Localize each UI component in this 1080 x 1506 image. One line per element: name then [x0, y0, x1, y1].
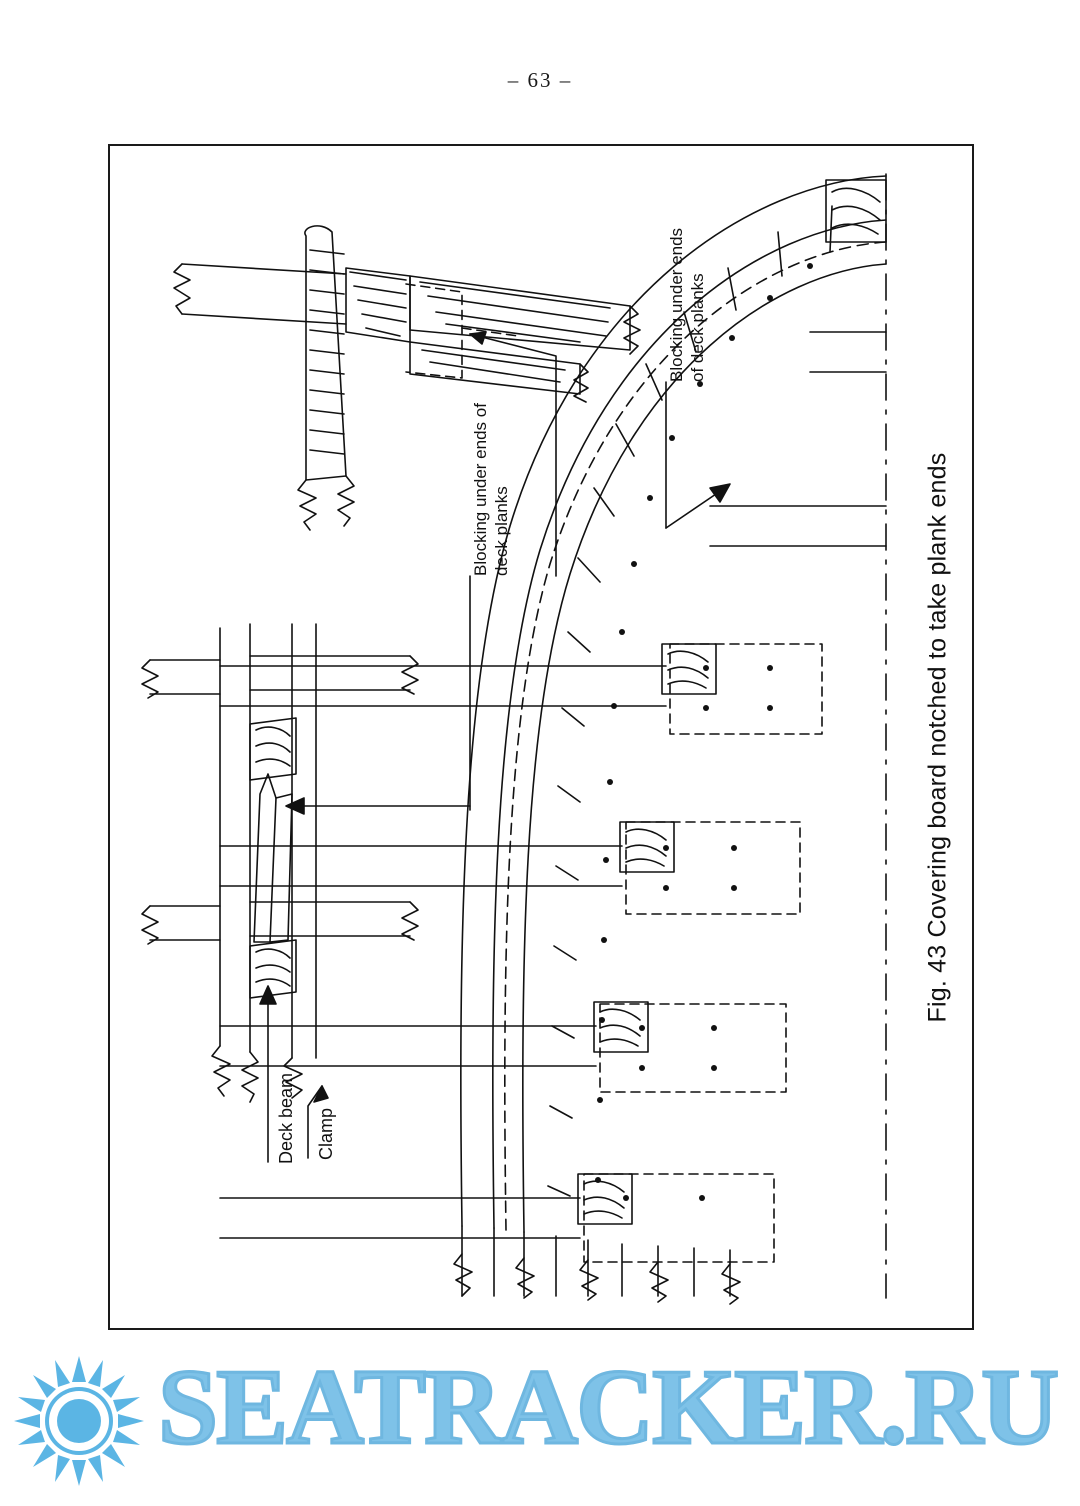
figure-caption: Fig. 43 Covering board notched to take plank ends [923, 452, 952, 1022]
label-blocking-under-ends-middle: Blocking under ends of deck planks [471, 403, 511, 576]
callout-arrow-blocking-middle [286, 798, 470, 814]
label-deck-beam: Deck beam [276, 1072, 296, 1164]
technical-drawing [110, 146, 974, 1330]
watermark [0, 1340, 1080, 1506]
callout-arrow-deck-beam [260, 986, 276, 1162]
view-deck-beam-clamp-section [142, 624, 418, 1102]
figure-illustration [110, 146, 972, 1328]
sun-icon [14, 1356, 144, 1486]
figure-frame [108, 144, 974, 1330]
label-clamp: Clamp [316, 1107, 336, 1160]
page-number: – 63 – [507, 68, 573, 92]
view-covering-board-section [174, 226, 640, 530]
watermark-text: SEATRACKER.RU [158, 1348, 1058, 1467]
label-blocking-under-ends-right: Blocking under ends of deck planks [667, 227, 707, 382]
